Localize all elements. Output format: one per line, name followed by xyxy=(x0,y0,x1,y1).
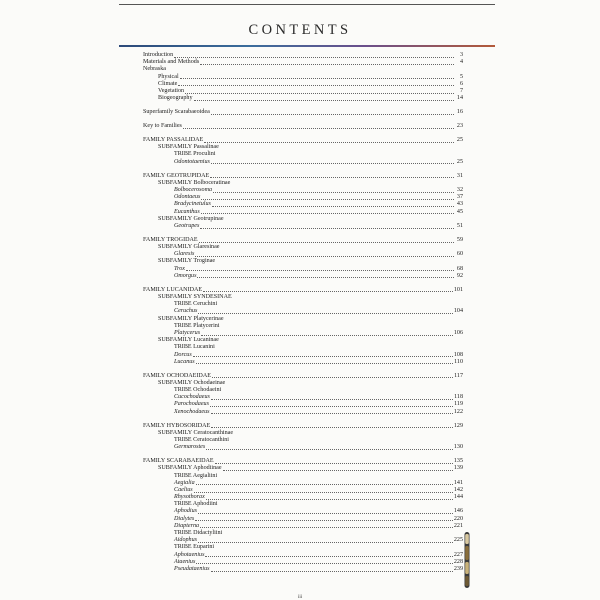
toc-entry-label: Superfamily Scarabaeoidea xyxy=(143,109,210,116)
toc-entry-label: Eucanthus xyxy=(174,208,200,215)
toc-entry xyxy=(143,423,463,430)
dot-leader xyxy=(200,527,453,528)
toc-entry-label: SUBFAMILY Platycerinae xyxy=(158,315,224,322)
toc-entry-label: Xenochodaeus xyxy=(174,408,210,415)
section-gap xyxy=(143,116,463,123)
dot-leader xyxy=(194,100,454,101)
toc-entry xyxy=(143,487,463,494)
toc-entry-label: Dorcus xyxy=(174,351,192,358)
toc-entry-label: Germarostes xyxy=(174,444,206,451)
toc-entry-label: SUBFAMILY Aphodiinae xyxy=(158,465,222,472)
toc-entry xyxy=(143,323,463,330)
toc-entry-label: Aidophus xyxy=(174,537,198,544)
page-number-footer: iii xyxy=(298,595,303,600)
toc-entry-label: TRIBE Proculini xyxy=(174,151,216,158)
toc-entry-label: Bradycinetulus xyxy=(174,201,211,208)
dot-leader xyxy=(212,206,454,207)
page-title: CONTENTS xyxy=(248,22,352,38)
toc-entry xyxy=(143,187,463,194)
toc-entry xyxy=(143,266,463,273)
dot-leader xyxy=(223,470,453,471)
toc-entry-page: 6 xyxy=(459,80,463,87)
dot-leader xyxy=(211,114,454,115)
dot-leader xyxy=(198,542,453,543)
toc-entry-page: 141 xyxy=(453,479,463,486)
toc-entry-page: 122 xyxy=(453,408,463,415)
toc-entry xyxy=(143,294,463,301)
toc-entry xyxy=(143,59,463,66)
toc-entry-label: Key to Families xyxy=(143,123,182,130)
toc-entry xyxy=(143,316,463,323)
toc-entry-page: 239 xyxy=(453,565,463,572)
toc-entry-label: SUBFAMILY Lucaninae xyxy=(158,337,219,344)
section-gap xyxy=(143,230,463,237)
toc-entry xyxy=(143,444,463,451)
dot-leader xyxy=(211,399,453,400)
toc-entry xyxy=(143,330,463,337)
toc-entry xyxy=(143,109,463,116)
toc-entry xyxy=(143,258,463,265)
toc-entry-page: 225 xyxy=(453,537,463,544)
toc-entry-page: 25 xyxy=(456,137,463,144)
toc-entry-page: 144 xyxy=(453,494,463,501)
toc-entry-page: 45 xyxy=(456,208,463,215)
toc-entry-label: FAMILY TROGIDAE xyxy=(143,236,198,243)
toc-entry-page: 31 xyxy=(456,172,463,179)
toc-entry-label: SUBFAMILY Glaresinae xyxy=(158,244,220,251)
dot-leader xyxy=(185,93,454,94)
toc-entry-label: SUBFAMILY Ceratocanthinae xyxy=(158,429,234,436)
dot-leader xyxy=(200,228,454,229)
toc-entry xyxy=(143,359,463,366)
toc-entry-page: 51 xyxy=(456,222,463,229)
toc-entry xyxy=(143,95,463,102)
toc-entry xyxy=(143,544,463,551)
toc-entry-label: TRIBE Aphodiini xyxy=(174,501,218,508)
toc-entry xyxy=(143,123,463,130)
dot-leader xyxy=(200,64,454,65)
toc-entry xyxy=(143,74,463,81)
dot-leader xyxy=(210,406,453,407)
toc-entry-label: Ataenius xyxy=(174,558,196,565)
dot-leader xyxy=(215,463,453,464)
toc-entry-page: 16 xyxy=(456,109,463,116)
toc-entry-page: 101 xyxy=(453,286,463,293)
dot-leader xyxy=(212,377,453,378)
toc-entry-label: Geotrupes xyxy=(174,222,200,229)
toc-entry-label: Glaresis xyxy=(174,251,195,258)
toc-entry-label: FAMILY GEOTRUPIDAE xyxy=(143,172,210,179)
toc-entry xyxy=(143,52,463,59)
toc-entry xyxy=(143,530,463,537)
toc-entry xyxy=(143,430,463,437)
dot-leader xyxy=(195,256,454,257)
toc-entry-page: 14 xyxy=(456,95,463,102)
dot-leader xyxy=(193,356,453,357)
toc-entry-label: TRIBE Aegialiini xyxy=(174,472,218,479)
toc-entry-label: TRIBE Ceruchini xyxy=(174,301,218,308)
toc-entry xyxy=(143,159,463,166)
toc-entry xyxy=(143,473,463,480)
dot-leader xyxy=(196,363,453,364)
toc-entry-label: SUBFAMILY Bolboceratinae xyxy=(158,179,231,186)
toc-entry xyxy=(143,201,463,208)
toc-entry xyxy=(143,209,463,216)
toc-entry-label: Introduction xyxy=(143,51,174,58)
dot-leader xyxy=(210,177,454,178)
dot-leader xyxy=(178,85,454,86)
dot-leader xyxy=(199,242,454,243)
toc-entry-page: 108 xyxy=(453,351,463,358)
toc-entry-page: 5 xyxy=(459,73,463,80)
toc-entry-label: FAMILY LUCANIDAE xyxy=(143,286,203,293)
dot-leader xyxy=(183,128,454,129)
toc-entry-page: 37 xyxy=(456,194,463,201)
toc-entry-label: Physical xyxy=(158,73,179,80)
toc-entry-page: 104 xyxy=(453,308,463,315)
toc-entry xyxy=(143,88,463,95)
toc-entry xyxy=(143,344,463,351)
toc-entry-label: Caelius xyxy=(174,486,193,493)
dot-leader xyxy=(195,520,453,521)
dot-leader xyxy=(213,192,454,193)
toc-entry-label: TRIBE Didactyliini xyxy=(174,530,223,537)
toc-entry-label: Aegialia xyxy=(174,479,195,486)
toc-entry-label: TRIBE Ochodaeini xyxy=(174,387,222,394)
toc-entry-page: 139 xyxy=(453,465,463,472)
toc-entry xyxy=(143,465,463,472)
toc-entry-page: 43 xyxy=(456,201,463,208)
toc-entry xyxy=(143,137,463,144)
toc-entry xyxy=(143,437,463,444)
table-of-contents xyxy=(143,52,463,573)
toc-entry-label: Nebraska xyxy=(143,66,167,73)
section-gap xyxy=(143,416,463,423)
toc-entry-label: Odontaeus xyxy=(174,194,201,201)
toc-entry-page: 119 xyxy=(454,401,463,408)
toc-entry xyxy=(143,180,463,187)
beetle-emblem-icon xyxy=(461,532,473,592)
toc-entry xyxy=(143,537,463,544)
toc-entry-label: TRIBE Ceratocanthini xyxy=(174,436,229,443)
dot-leader xyxy=(206,499,453,500)
toc-entry xyxy=(143,394,463,401)
dot-leader xyxy=(204,142,454,143)
toc-entry xyxy=(143,301,463,308)
toc-entry-page: 135 xyxy=(453,458,463,465)
toc-entry-label: Climate xyxy=(158,80,178,87)
toc-entry-page: 110 xyxy=(454,358,463,365)
dot-leader xyxy=(198,313,453,314)
toc-entry xyxy=(143,494,463,501)
toc-entry xyxy=(143,251,463,258)
toc-entry xyxy=(143,373,463,380)
toc-entry-label: TRIBE Euparini xyxy=(174,544,215,551)
toc-entry xyxy=(143,151,463,158)
toc-entry xyxy=(143,194,463,201)
toc-entry xyxy=(143,516,463,523)
dot-leader xyxy=(196,484,453,485)
toc-entry xyxy=(143,523,463,530)
toc-entry xyxy=(143,380,463,387)
toc-entry-label: Parochodaeus xyxy=(174,401,209,408)
dot-leader xyxy=(201,335,453,336)
toc-entry-page: 117 xyxy=(454,372,463,379)
toc-entry-page: 7 xyxy=(459,87,463,94)
toc-entry-label: SUBFAMILY Ochodaeinae xyxy=(158,379,226,386)
section-gap xyxy=(143,280,463,287)
dot-leader xyxy=(197,277,454,278)
toc-entry-label: FAMILY HYBOSORIDAE xyxy=(143,422,211,429)
toc-entry-label: Platycerus xyxy=(174,329,201,336)
toc-entry xyxy=(143,81,463,88)
toc-entry-page: 4 xyxy=(459,59,463,66)
toc-entry-page: 32 xyxy=(456,186,463,193)
toc-entry xyxy=(143,352,463,359)
dot-leader xyxy=(205,556,452,557)
toc-entry-page: 118 xyxy=(454,394,463,401)
toc-entry-label: Materials and Methods xyxy=(143,59,200,66)
toc-entry xyxy=(143,337,463,344)
toc-entry-label: FAMILY PASSALIDAE xyxy=(143,137,204,144)
toc-entry-label: SUBFAMILY Passalinae xyxy=(158,144,219,151)
toc-entry xyxy=(143,66,463,73)
toc-entry xyxy=(143,458,463,465)
toc-entry-label: Aphotaenius xyxy=(174,551,205,558)
toc-entry xyxy=(143,552,463,559)
dot-leader xyxy=(203,291,453,292)
toc-entry xyxy=(143,244,463,251)
toc-entry xyxy=(143,480,463,487)
dot-leader xyxy=(198,513,453,514)
toc-entry-page: 146 xyxy=(453,508,463,515)
toc-entry-page: 3 xyxy=(459,51,463,58)
toc-entry-page: 129 xyxy=(453,422,463,429)
toc-entry xyxy=(143,173,463,180)
toc-entry xyxy=(143,566,463,573)
dot-leader xyxy=(201,199,454,200)
section-gap xyxy=(143,166,463,173)
toc-entry-page: 106 xyxy=(453,329,463,336)
toc-entry xyxy=(143,559,463,566)
toc-entry xyxy=(143,508,463,515)
dot-leader xyxy=(196,563,453,564)
dot-leader xyxy=(206,449,453,450)
toc-entry xyxy=(143,308,463,315)
toc-entry xyxy=(143,409,463,416)
toc-entry-label: Pseudataenius xyxy=(174,565,210,572)
top-rule xyxy=(119,4,495,5)
toc-entry-label: Omorgus xyxy=(174,272,197,279)
section-gap xyxy=(143,366,463,373)
toc-entry-label: SUBFAMILY SYNDESINAE xyxy=(158,294,232,301)
toc-entry-page: 221 xyxy=(453,522,463,529)
toc-entry xyxy=(143,287,463,294)
section-gap xyxy=(143,130,463,137)
toc-entry-label: Ceruchus xyxy=(174,308,198,315)
toc-entry-label: Rhysothorax xyxy=(174,494,205,501)
toc-entry xyxy=(143,501,463,508)
toc-entry-page: 25 xyxy=(456,158,463,165)
dot-leader xyxy=(194,492,453,493)
toc-entry xyxy=(143,387,463,394)
toc-entry-page: 68 xyxy=(456,265,463,272)
section-gap xyxy=(143,451,463,458)
toc-entry-label: FAMILY OCHODAEIDAE xyxy=(143,372,211,379)
dot-leader xyxy=(211,413,453,414)
toc-entry-label: Lucanus xyxy=(174,358,195,365)
toc-entry-page: 59 xyxy=(456,236,463,243)
toc-entry-page: 130 xyxy=(453,444,463,451)
toc-entry-label: Biogeography xyxy=(158,95,193,102)
toc-entry-page: 227 xyxy=(453,551,463,558)
toc-entry xyxy=(143,273,463,280)
toc-entry-page: 220 xyxy=(453,515,463,522)
dot-leader xyxy=(186,270,454,271)
toc-entry-label: TRIBE Lucanini xyxy=(174,344,215,351)
dot-leader xyxy=(211,163,454,164)
toc-entry xyxy=(143,216,463,223)
toc-entry-page: 228 xyxy=(453,558,463,565)
title-rule xyxy=(119,45,495,47)
toc-entry-page: 60 xyxy=(456,251,463,258)
dot-leader xyxy=(174,57,454,58)
dot-leader xyxy=(180,78,454,79)
toc-entry-label: Trox xyxy=(174,265,185,272)
toc-entry-label: Aphodius xyxy=(174,508,198,515)
toc-entry xyxy=(143,223,463,230)
toc-entry-page: 142 xyxy=(453,486,463,493)
toc-entry xyxy=(143,237,463,244)
toc-entry-page: 92 xyxy=(456,272,463,279)
toc-entry-label: FAMILY SCARABAEIDAE xyxy=(143,458,214,465)
toc-entry-label: SUBFAMILY Troginae xyxy=(158,258,216,265)
toc-entry-label: Vegetation xyxy=(158,87,185,94)
toc-entry xyxy=(143,401,463,408)
toc-entry-label: Odontotaenius xyxy=(174,158,210,165)
dot-leader xyxy=(201,213,454,214)
dot-leader xyxy=(211,427,453,428)
toc-entry-page: 23 xyxy=(456,123,463,130)
toc-entry-label: Diapterna xyxy=(174,522,200,529)
dot-leader xyxy=(211,571,453,572)
toc-entry-label: TRIBE Platycerini xyxy=(174,322,220,329)
toc-entry-label: SUBFAMILY Geotrupinae xyxy=(158,215,224,222)
toc-entry xyxy=(143,144,463,151)
toc-entry-label: Dialytes xyxy=(174,515,195,522)
toc-entry-label: Cucochodaeus xyxy=(174,394,210,401)
toc-entry-label: Bolbocerosoma xyxy=(174,186,213,193)
